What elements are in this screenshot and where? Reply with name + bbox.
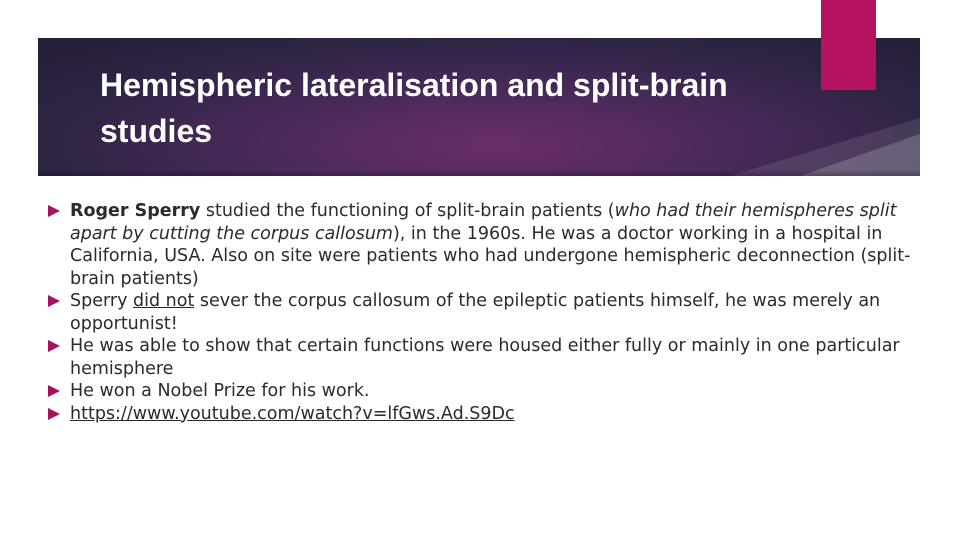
list-item <box>48 290 918 335</box>
bullet-italic-text: who had their hemispheres split apart by cutting the corpus callosum <box>70 201 897 244</box>
youtube-link[interactable]: https://www.youtube.com/watch?v=lfGws.Ad.S9Dc <box>70 403 515 424</box>
bullet-text: He won a Nobel Prize for his work. <box>70 381 370 401</box>
list-item <box>48 380 918 403</box>
bullet-arrow-icon <box>48 340 60 352</box>
accent-tab <box>821 0 876 90</box>
bullet-arrow-icon <box>48 408 60 420</box>
list-item <box>48 403 918 426</box>
bullet-list <box>48 200 918 425</box>
bullet-text: Sperry <box>70 291 133 311</box>
bullet-underlined-text: did not <box>133 291 195 311</box>
bullet-arrow-icon <box>48 205 60 217</box>
bullet-text: sever the corpus callosum of the epileptic patients himself, he was merely an opportunist! <box>70 291 881 334</box>
bullet-arrow-icon <box>48 295 60 307</box>
slide-title: Hemispheric lateralisation and split-brain studies <box>100 67 728 149</box>
banner-shadow <box>38 170 920 176</box>
list-item <box>48 200 918 290</box>
bullet-text: He was able to show that certain functions were housed either fully or mainly in one particular hemisphere <box>70 336 900 379</box>
bullet-text: studied the functioning of split-brain patients ( <box>200 201 615 221</box>
bullet-text: ), in the 1960s. He was a doctor working in a hospital in California, USA. Also on site were patients who had undergone hemispheric deconnection (split-brain patients) <box>70 223 911 289</box>
bullet-bold-text: Roger Sperry <box>70 201 201 221</box>
bullet-arrow-icon <box>48 385 60 397</box>
list-item <box>48 335 918 380</box>
